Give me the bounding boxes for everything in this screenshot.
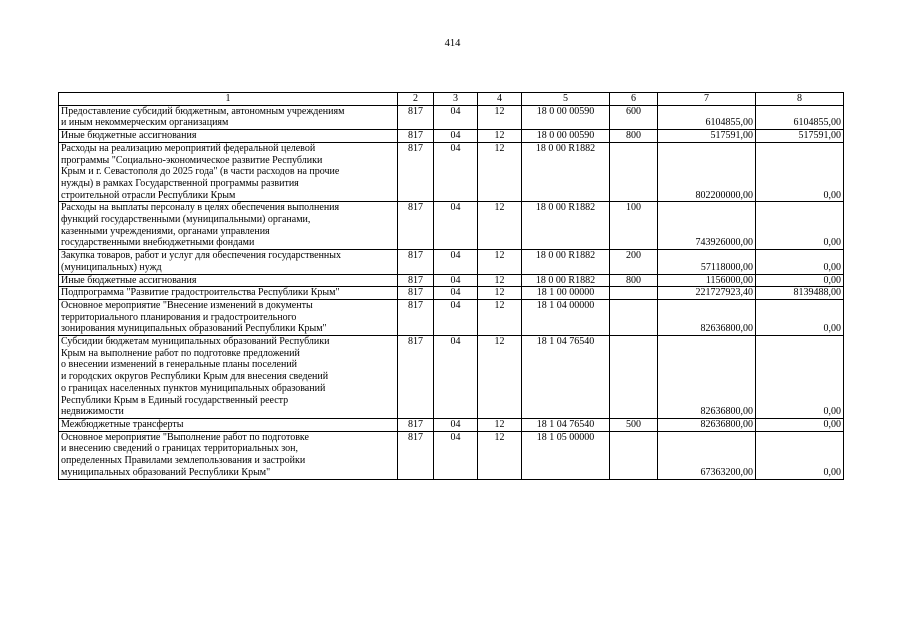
row-name-line: Субсидии бюджетам муниципальных образований Республики — [61, 336, 330, 348]
column-number: 8 — [756, 93, 844, 106]
amount-year-2: 0,00 — [756, 250, 844, 274]
amount-year-1: 57118000,00 — [658, 250, 756, 274]
admin-code: 817 — [398, 105, 434, 129]
expense-type-code — [610, 336, 658, 419]
section-code: 04 — [434, 418, 478, 431]
admin-code: 817 — [398, 250, 434, 274]
row-name-line: Основное мероприятие "Выполнение работ по подготовке — [61, 431, 309, 443]
amount-year-1: 1156000,00 — [658, 274, 756, 287]
section-code: 04 — [434, 202, 478, 250]
amount-year-2: 0,00 — [756, 299, 844, 335]
row-name-line: Предоставление субсидий бюджетным, автономным учреждениям — [61, 105, 345, 117]
row-name — [59, 202, 398, 250]
column-number: 7 — [658, 93, 756, 106]
target-article-code: 18 0 00 R1882 — [522, 274, 610, 287]
expense-type-code: 200 — [610, 250, 658, 274]
column-number: 4 — [478, 93, 522, 106]
row-name-line: о внесении изменений в генеральные планы поселений — [61, 359, 298, 371]
row-name — [59, 130, 398, 143]
admin-code: 817 — [398, 287, 434, 300]
table-row — [59, 418, 844, 431]
admin-code: 817 — [398, 274, 434, 287]
subsection-code: 12 — [478, 105, 522, 129]
row-name — [59, 250, 398, 274]
row-name-line: Крым на выполнение работ по подготовке предложений — [61, 347, 300, 359]
target-article-code: 18 0 00 00590 — [522, 130, 610, 143]
column-number: 1 — [59, 93, 398, 106]
admin-code: 817 — [398, 336, 434, 419]
column-number: 3 — [434, 93, 478, 106]
row-name-line: о границах населенных пунктов муниципальных образований — [61, 382, 326, 394]
subsection-code: 12 — [478, 287, 522, 300]
row-name-line: и городских округов Республики Крым для внесения сведений — [61, 371, 329, 383]
row-name-line: Иные бюджетные ассигнования — [61, 274, 197, 286]
admin-code: 817 — [398, 202, 434, 250]
amount-year-2: 8139488,00 — [756, 287, 844, 300]
amount-year-1: 221727923,40 — [658, 287, 756, 300]
budget-table — [58, 92, 844, 480]
admin-code: 817 — [398, 431, 434, 479]
subsection-code: 12 — [478, 250, 522, 274]
row-name-line: казенными учреждениями, органами управления — [61, 225, 270, 237]
row-name-line: Межбюджетные трансферты — [61, 418, 184, 430]
amount-year-2: 0,00 — [756, 418, 844, 431]
admin-code: 817 — [398, 142, 434, 202]
target-article-code: 18 0 00 00590 — [522, 105, 610, 129]
page-number: 414 — [444, 38, 461, 49]
table-row — [59, 130, 844, 143]
row-name-line: Закупка товаров, работ и услуг для обеспечения государственных — [61, 250, 342, 262]
row-name — [59, 274, 398, 287]
expense-type-code — [610, 431, 658, 479]
expense-type-code: 100 — [610, 202, 658, 250]
amount-year-1: 517591,00 — [658, 130, 756, 143]
expense-type-code — [610, 287, 658, 300]
expense-type-code — [610, 142, 658, 202]
expense-type-code: 500 — [610, 418, 658, 431]
table-row — [59, 299, 844, 335]
column-number-row — [59, 93, 844, 106]
row-name — [59, 336, 398, 419]
row-name-line: и внесению сведений о границах территориальных зон, — [61, 443, 298, 455]
table-row — [59, 250, 844, 274]
section-code: 04 — [434, 105, 478, 129]
table-row — [59, 274, 844, 287]
subsection-code: 12 — [478, 299, 522, 335]
row-name — [59, 287, 398, 300]
row-name-line: строительной отрасли Республики Крым — [61, 189, 236, 201]
target-article-code: 18 0 00 R1882 — [522, 142, 610, 202]
amount-year-2: 0,00 — [756, 202, 844, 250]
amount-year-1: 743926000,00 — [658, 202, 756, 250]
amount-year-2: 0,00 — [756, 431, 844, 479]
amount-year-1: 67363200,00 — [658, 431, 756, 479]
row-name-line: определенных Правилами землепользования и застройки — [61, 455, 306, 467]
row-name-line: функций государственными (муниципальными) органами, — [61, 214, 311, 226]
subsection-code: 12 — [478, 336, 522, 419]
subsection-code: 12 — [478, 418, 522, 431]
row-name-line: Расходы на выплаты персоналу в целях обеспечения выполнения — [61, 202, 340, 214]
row-name-line: муниципальных образований Республики Крым" — [61, 466, 271, 478]
amount-year-2: 0,00 — [756, 142, 844, 202]
expense-type-code: 800 — [610, 274, 658, 287]
admin-code: 817 — [398, 299, 434, 335]
table-row — [59, 431, 844, 479]
row-name-line: программы "Социально-экономическое развитие Республики — [61, 154, 323, 166]
section-code: 04 — [434, 299, 478, 335]
target-article-code: 18 0 00 R1882 — [522, 202, 610, 250]
column-number: 2 — [398, 93, 434, 106]
row-name-line: (муниципальных) нужд — [61, 261, 162, 273]
row-name — [59, 418, 398, 431]
table-row — [59, 142, 844, 202]
row-name — [59, 105, 398, 129]
subsection-code: 12 — [478, 142, 522, 202]
row-name — [59, 142, 398, 202]
table-row — [59, 336, 844, 419]
amount-year-1: 802200000,00 — [658, 142, 756, 202]
row-name-line: Основное мероприятие "Внесение изменений в документы — [61, 299, 313, 311]
amount-year-2: 517591,00 — [756, 130, 844, 143]
target-article-code: 18 1 00 00000 — [522, 287, 610, 300]
row-name-line: зонирования муниципальных образований Республики Крым" — [61, 323, 327, 335]
amount-year-1: 82636800,00 — [658, 299, 756, 335]
section-code: 04 — [434, 142, 478, 202]
row-name-line: Расходы на реализацию мероприятий федеральной целевой — [61, 142, 316, 154]
table-row — [59, 287, 844, 300]
subsection-code: 12 — [478, 130, 522, 143]
row-name-line: нужды) в рамках Государственной программы развития — [61, 177, 299, 189]
row-name — [59, 431, 398, 479]
admin-code: 817 — [398, 130, 434, 143]
amount-year-2: 0,00 — [756, 274, 844, 287]
row-name-line: государственными внебюджетными фондами — [61, 237, 255, 249]
section-code: 04 — [434, 287, 478, 300]
row-name-line: и иным некоммерческим организациям — [61, 117, 229, 129]
amount-year-1: 6104855,00 — [658, 105, 756, 129]
row-name — [59, 299, 398, 335]
expense-type-code: 600 — [610, 105, 658, 129]
section-code: 04 — [434, 336, 478, 419]
amount-year-2: 6104855,00 — [756, 105, 844, 129]
admin-code: 817 — [398, 418, 434, 431]
amount-year-2: 0,00 — [756, 336, 844, 419]
subsection-code: 12 — [478, 431, 522, 479]
section-code: 04 — [434, 274, 478, 287]
amount-year-1: 82636800,00 — [658, 336, 756, 419]
target-article-code: 18 1 04 00000 — [522, 299, 610, 335]
table-row — [59, 202, 844, 250]
row-name-line: территориального планирования и градостроительного — [61, 311, 297, 323]
section-code: 04 — [434, 431, 478, 479]
subsection-code: 12 — [478, 274, 522, 287]
amount-year-1: 82636800,00 — [658, 418, 756, 431]
target-article-code: 18 1 04 76540 — [522, 336, 610, 419]
row-name-line: Крым и г. Севастополя до 2025 года" (в части расходов на прочие — [61, 166, 340, 178]
subsection-code: 12 — [478, 202, 522, 250]
expense-type-code — [610, 299, 658, 335]
column-number: 5 — [522, 93, 610, 106]
row-name-line: недвижимости — [61, 406, 124, 418]
row-name-line: Иные бюджетные ассигнования — [61, 130, 197, 142]
table-row — [59, 105, 844, 129]
section-code: 04 — [434, 250, 478, 274]
column-number: 6 — [610, 93, 658, 106]
target-article-code: 18 1 05 00000 — [522, 431, 610, 479]
target-article-code: 18 0 00 R1882 — [522, 250, 610, 274]
expense-type-code: 800 — [610, 130, 658, 143]
target-article-code: 18 1 04 76540 — [522, 418, 610, 431]
row-name-line: Подпрограмма "Развитие градостроительства Республики Крым" — [61, 287, 340, 299]
section-code: 04 — [434, 130, 478, 143]
row-name-line: Республики Крым в Единый государственный реестр — [61, 394, 289, 406]
